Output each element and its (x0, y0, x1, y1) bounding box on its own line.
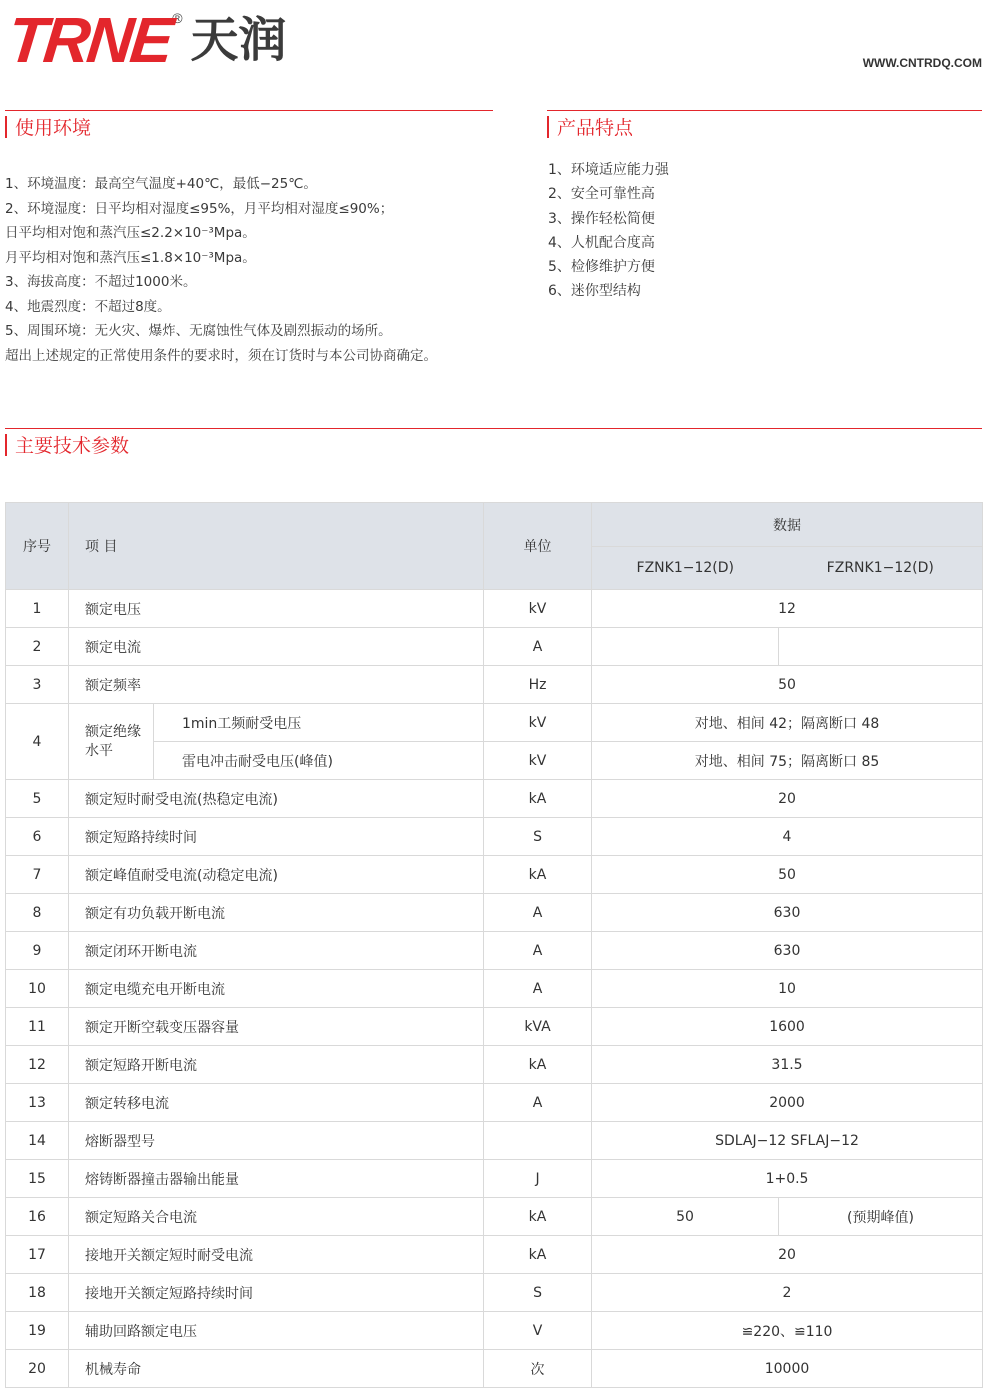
header-data: 数据 (592, 503, 983, 547)
row-unit: 次 (484, 1350, 592, 1388)
table-row (6, 1008, 983, 1046)
row-no: 8 (6, 894, 69, 932)
row-value: 2 (592, 1274, 983, 1312)
table-row (6, 1350, 983, 1388)
row-item: 额定短路开断电流 (69, 1046, 484, 1084)
section-features-header (547, 110, 982, 140)
row-unit: kV (484, 704, 592, 742)
table-row (6, 1312, 983, 1350)
row-value: 50 (592, 856, 983, 894)
row-unit: V (484, 1312, 592, 1350)
row-no: 10 (6, 970, 69, 1008)
row-no: 4 (6, 704, 69, 780)
header-no: 序号 (6, 503, 69, 590)
table-row (6, 666, 983, 704)
row-unit: kA (484, 780, 592, 818)
row-subitem: 雷电冲击耐受电压(峰值) (154, 742, 484, 780)
row-item: 熔断器型号 (69, 1122, 484, 1160)
row-value: 2000 (592, 1084, 983, 1122)
row-item: 额定短路持续时间 (69, 818, 484, 856)
row-value: 630 (592, 932, 983, 970)
header-model-b: FZRNK1−12(D) (779, 547, 983, 590)
environment-line: 5、周围环境：无火灾、爆炸、无腐蚀性气体及剧烈振动的场所。 (5, 323, 392, 339)
row-unit: kA (484, 1046, 592, 1084)
feature-item: 1、环境适应能力强 (548, 162, 669, 178)
environment-line: 1、环境温度：最高空气温度+40℃，最低−25℃。 (5, 176, 317, 192)
row-value: ≌220、≌110 (592, 1312, 983, 1350)
row-no: 18 (6, 1274, 69, 1312)
row-item: 额定峰值耐受电流(动稳定电流) (69, 856, 484, 894)
row-item: 辅助回路额定电压 (69, 1312, 484, 1350)
row-item: 额定转移电流 (69, 1084, 484, 1122)
feature-item: 6、迷你型结构 (548, 283, 641, 300)
row-no: 2 (6, 628, 69, 666)
row-value: 630 (592, 894, 983, 932)
row-unit: J (484, 1160, 592, 1198)
row-item: 额定闭环开断电流 (69, 932, 484, 970)
table-row (6, 1198, 983, 1236)
row-no: 11 (6, 1008, 69, 1046)
section-environment-header (5, 110, 493, 140)
row-unit: A (484, 894, 592, 932)
table-row (6, 1236, 983, 1274)
section-marker (5, 116, 7, 138)
feature-item: 4、人机配合度高 (548, 234, 655, 251)
table-row (6, 932, 983, 970)
section-divider (547, 110, 982, 111)
website-url[interactable]: WWW.CNTRDQ.COM (862, 56, 982, 70)
row-item: 额定电压 (69, 590, 484, 628)
row-value: 1+0.5 (592, 1160, 983, 1198)
row-unit (484, 1122, 592, 1160)
logo-chinese-name: 天润 (190, 12, 287, 68)
section-marker (547, 116, 549, 138)
row-item: 额定开断空载变压器容量 (69, 1008, 484, 1046)
table-row (6, 1160, 983, 1198)
row-item: 额定频率 (69, 666, 484, 704)
row-value-b (779, 628, 983, 666)
environment-line: 月平均相对饱和蒸汽压≤1.8×10⁻³Mpa。 (5, 249, 256, 266)
table-row (6, 970, 983, 1008)
feature-item: 2、安全可靠性高 (548, 186, 655, 203)
row-item: 接地开关额定短路持续时间 (69, 1274, 484, 1312)
row-value: 对地、相间 42；隔离断口 48 (592, 704, 983, 742)
technical-parameters-table (5, 502, 983, 1388)
section-marker (5, 434, 7, 456)
row-unit: A (484, 932, 592, 970)
row-value: 20 (592, 1236, 983, 1274)
row-no: 20 (6, 1350, 69, 1388)
row-value-a: 50 (592, 1198, 779, 1236)
table-row (6, 704, 983, 742)
row-no: 16 (6, 1198, 69, 1236)
company-logo (4, 4, 287, 76)
row-no: 19 (6, 1312, 69, 1350)
table-row (6, 856, 983, 894)
row-value: 10 (592, 970, 983, 1008)
table-row (6, 894, 983, 932)
row-no: 5 (6, 780, 69, 818)
feature-item: 3、操作轻松简便 (548, 210, 655, 227)
row-unit: Hz (484, 666, 592, 704)
row-no: 9 (6, 932, 69, 970)
logo-mark: TRNE (4, 4, 175, 76)
row-no: 15 (6, 1160, 69, 1198)
section-divider (5, 428, 982, 429)
row-value: 对地、相间 75；隔离断口 85 (592, 742, 983, 780)
row-unit: A (484, 628, 592, 666)
row-item: 机械寿命 (69, 1350, 484, 1388)
row-value: SDLAJ−12 SFLAJ−12 (592, 1122, 983, 1160)
row-no: 6 (6, 818, 69, 856)
row-value: 12 (592, 590, 983, 628)
table-row (6, 1046, 983, 1084)
row-no: 7 (6, 856, 69, 894)
row-value: 31.5 (592, 1046, 983, 1084)
row-no: 17 (6, 1236, 69, 1274)
row-item: 额定短路关合电流 (69, 1198, 484, 1236)
row-item: 额定有功负载开断电流 (69, 894, 484, 932)
row-unit: S (484, 818, 592, 856)
section-title: 使用环境 (15, 117, 92, 139)
row-no: 13 (6, 1084, 69, 1122)
environment-line: 4、地震烈度：不超过8度。 (5, 298, 171, 315)
environment-line: 超出上述规定的正常使用条件的要求时，须在订货时与本公司协商确定。 (5, 347, 437, 364)
header-item: 项 目 (69, 503, 484, 590)
environment-list (5, 172, 525, 368)
row-unit: A (484, 970, 592, 1008)
header-model-a: FZNK1−12(D) (592, 547, 779, 590)
row-value: 50 (592, 666, 983, 704)
row-value: 4 (592, 818, 983, 856)
environment-line: 2、环境湿度：日平均相对湿度≤95%，月平均相对湿度≤90%； (5, 200, 394, 217)
row-value: 10000 (592, 1350, 983, 1388)
table-header-row (6, 503, 983, 547)
table-row (6, 780, 983, 818)
environment-line: 日平均相对饱和蒸汽压≤2.2×10⁻³Mpa。 (5, 225, 256, 241)
table-row (6, 818, 983, 856)
header-unit: 单位 (484, 503, 592, 590)
section-title: 产品特点 (557, 117, 634, 139)
row-item: 额定电缆充电开断电流 (69, 970, 484, 1008)
row-item: 额定电流 (69, 628, 484, 666)
row-value-a (592, 628, 779, 666)
row-subitem: 1min工频耐受电压 (154, 704, 484, 742)
row-unit: kA (484, 1236, 592, 1274)
table-row (6, 590, 983, 628)
row-unit: kA (484, 856, 592, 894)
row-item: 额定绝缘水平 (69, 704, 154, 780)
section-divider (5, 110, 493, 111)
table-row (6, 628, 983, 666)
table-row (6, 1122, 983, 1160)
row-unit: kV (484, 590, 592, 628)
row-no: 1 (6, 590, 69, 628)
row-value: 20 (592, 780, 983, 818)
section-title: 主要技术参数 (15, 435, 130, 457)
environment-line: 3、海拔高度：不超过1000米。 (5, 274, 197, 290)
row-no: 14 (6, 1122, 69, 1160)
row-item: 额定短时耐受电流(热稳定电流) (69, 780, 484, 818)
row-item: 接地开关额定短时耐受电流 (69, 1236, 484, 1274)
row-value: 1600 (592, 1008, 983, 1046)
row-unit: kA (484, 1198, 592, 1236)
row-no: 3 (6, 666, 69, 704)
row-unit: S (484, 1274, 592, 1312)
features-list (548, 158, 669, 304)
row-unit: kV (484, 742, 592, 780)
section-params-header (5, 428, 982, 458)
feature-item: 5、检修维护方便 (548, 259, 655, 276)
row-unit: kVA (484, 1008, 592, 1046)
row-value-b: (预期峰值) (779, 1198, 983, 1236)
table-row (6, 1274, 983, 1312)
row-no: 12 (6, 1046, 69, 1084)
registered-mark: ® (172, 10, 183, 26)
row-unit: A (484, 1084, 592, 1122)
table-row (6, 1084, 983, 1122)
row-item: 熔铸断器撞击器输出能量 (69, 1160, 484, 1198)
